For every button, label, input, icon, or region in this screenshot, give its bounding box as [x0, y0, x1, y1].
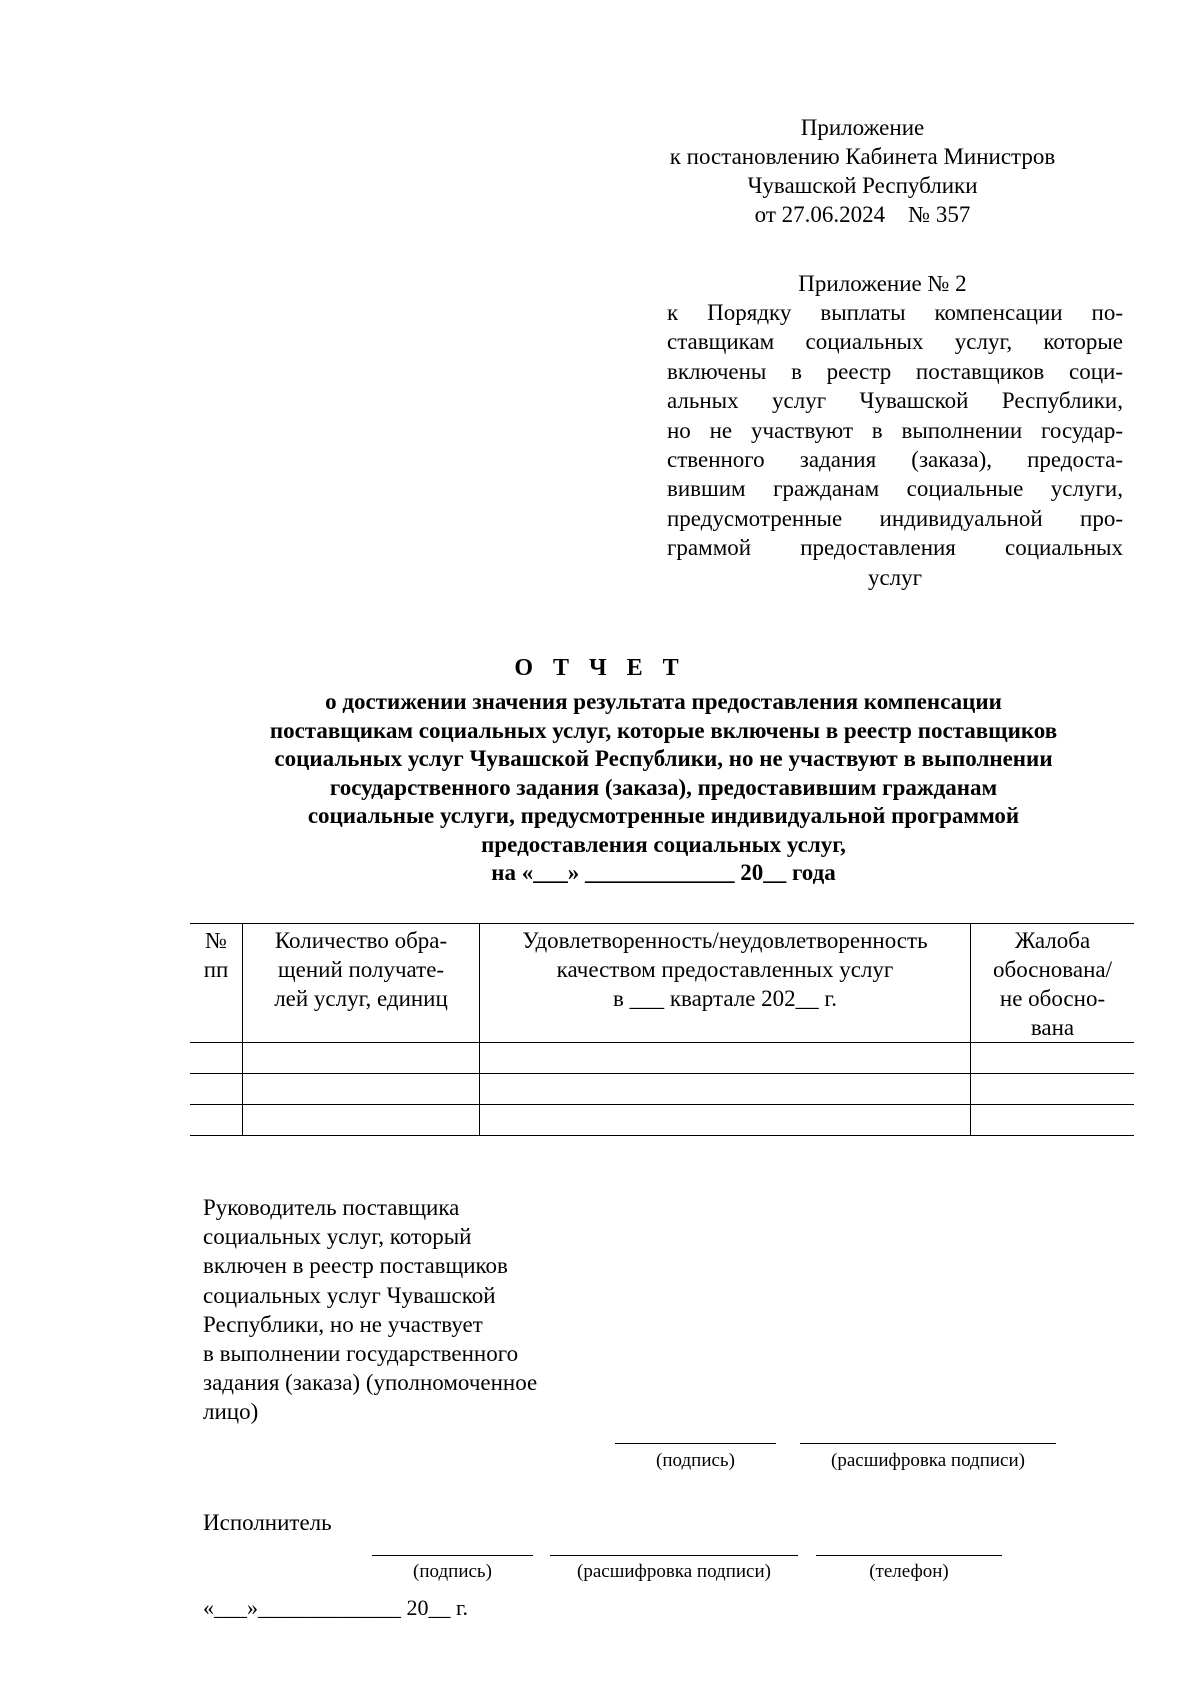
table-header-row — [190, 924, 1134, 1043]
table-row — [190, 1043, 1134, 1074]
report-line: предоставления социальных услуг, — [481, 831, 846, 857]
report-title: О Т Ч Е Т — [514, 655, 686, 681]
header-complaint: Жалоба обоснована/ не обосно- вана — [971, 924, 1135, 1043]
table-cell[interactable] — [480, 1043, 971, 1074]
report-line: поставщикам социальных услуг, которые включены в реестр поставщиков — [269, 717, 1058, 743]
table-cell[interactable] — [480, 1105, 971, 1136]
appendix2-line: но не участвуют в выполнении государ- — [667, 417, 1123, 443]
report-subtitle — [0, 688, 1200, 888]
executor-decode-caption: (расшифровка подписи) — [577, 1561, 771, 1582]
table-cell[interactable] — [190, 1105, 243, 1136]
table-cell[interactable] — [243, 1105, 480, 1136]
executor-phone-caption: (телефон) — [869, 1561, 949, 1582]
appendix2-line: услуг — [867, 564, 923, 590]
header-number: № пп — [190, 924, 243, 1043]
report-line: социальные услуги, предусмотренные индивидуальной программой — [307, 803, 1020, 828]
table-cell[interactable] — [480, 1074, 971, 1105]
appendix2-title: Приложение № 2 — [798, 271, 967, 296]
appendix2-line: альных услуг Чувашской Республики, — [667, 388, 1123, 414]
appendix2-line: ственного задания (заказа), предоста- — [667, 447, 1123, 473]
table-cell[interactable] — [243, 1074, 480, 1105]
report-line: на «___» _____________ 20__ года — [491, 860, 836, 885]
head-decode-caption: (расшифровка подписи) — [831, 1450, 1025, 1471]
table-row — [190, 1105, 1134, 1136]
appendix-line-1: Приложение — [800, 115, 925, 140]
appendix-block — [640, 113, 1085, 229]
executor-signature-line[interactable] — [372, 1555, 533, 1556]
appendix2-line: к Порядку выплаты компенсации по- — [667, 300, 1123, 325]
report-line: социальных услуг Чувашской Республики, но не участвуют в выполнении — [274, 746, 1053, 771]
report-table — [190, 923, 1134, 1136]
appendix2-line: ставщикам социальных услуг, которые — [667, 329, 1123, 355]
table-cell[interactable] — [243, 1043, 480, 1074]
appendix2-line: граммой предоставления социальных — [667, 535, 1123, 561]
table-cell[interactable] — [971, 1043, 1135, 1074]
report-line: государственного задания (заказа), предоставившим гражданам — [329, 774, 998, 800]
report-line: о достижении значения результата предоставления компенсации — [325, 689, 1002, 714]
appendix2-body — [667, 298, 1123, 592]
table-cell[interactable] — [971, 1105, 1135, 1136]
appendix-line-3: Чувашской Республики — [747, 173, 978, 198]
appendix-line-2: к постановлению Кабинета Министров — [669, 144, 1056, 169]
head-signature-line[interactable] — [615, 1443, 776, 1444]
table-cell[interactable] — [190, 1043, 243, 1074]
appendix2-line: включены в реестр поставщиков соци- — [667, 358, 1123, 384]
executor-phone-line[interactable] — [816, 1555, 1002, 1556]
head-signature-caption: (подпись) — [656, 1450, 735, 1471]
header-satisfaction: Удовлетворенность/неудовлетворенность качеством предоставленных услуг в ___ квартале 202__ г. — [480, 924, 971, 1043]
table-cell[interactable] — [190, 1074, 243, 1105]
head-signatory-label: Руководитель поставщика социальных услуг, который включен в реестр поставщиков социальных услуг Чувашской Республики, но не участвует в выполнении государственного задания (заказа) (уполномоченное лицо) — [203, 1195, 538, 1425]
table-cell[interactable] — [971, 1074, 1135, 1105]
date-field[interactable]: «___»_____________ 20__ г. — [203, 1595, 469, 1620]
executor-signature-caption: (подпись) — [413, 1561, 492, 1582]
header-requests-count: Количество обра- щений получате- лей услуг, единиц — [243, 924, 480, 1043]
head-signature-decode-line[interactable] — [800, 1443, 1056, 1444]
table-row — [190, 1074, 1134, 1105]
appendix2-line: вившим гражданам социальные услуги, — [667, 476, 1123, 502]
appendix-line-4: от 27.06.2024 № 357 — [754, 202, 971, 227]
executor-decode-line[interactable] — [550, 1555, 798, 1556]
executor-label: Исполнитель — [203, 1510, 332, 1535]
appendix2-line: предусмотренные индивидуальной про- — [667, 505, 1123, 531]
